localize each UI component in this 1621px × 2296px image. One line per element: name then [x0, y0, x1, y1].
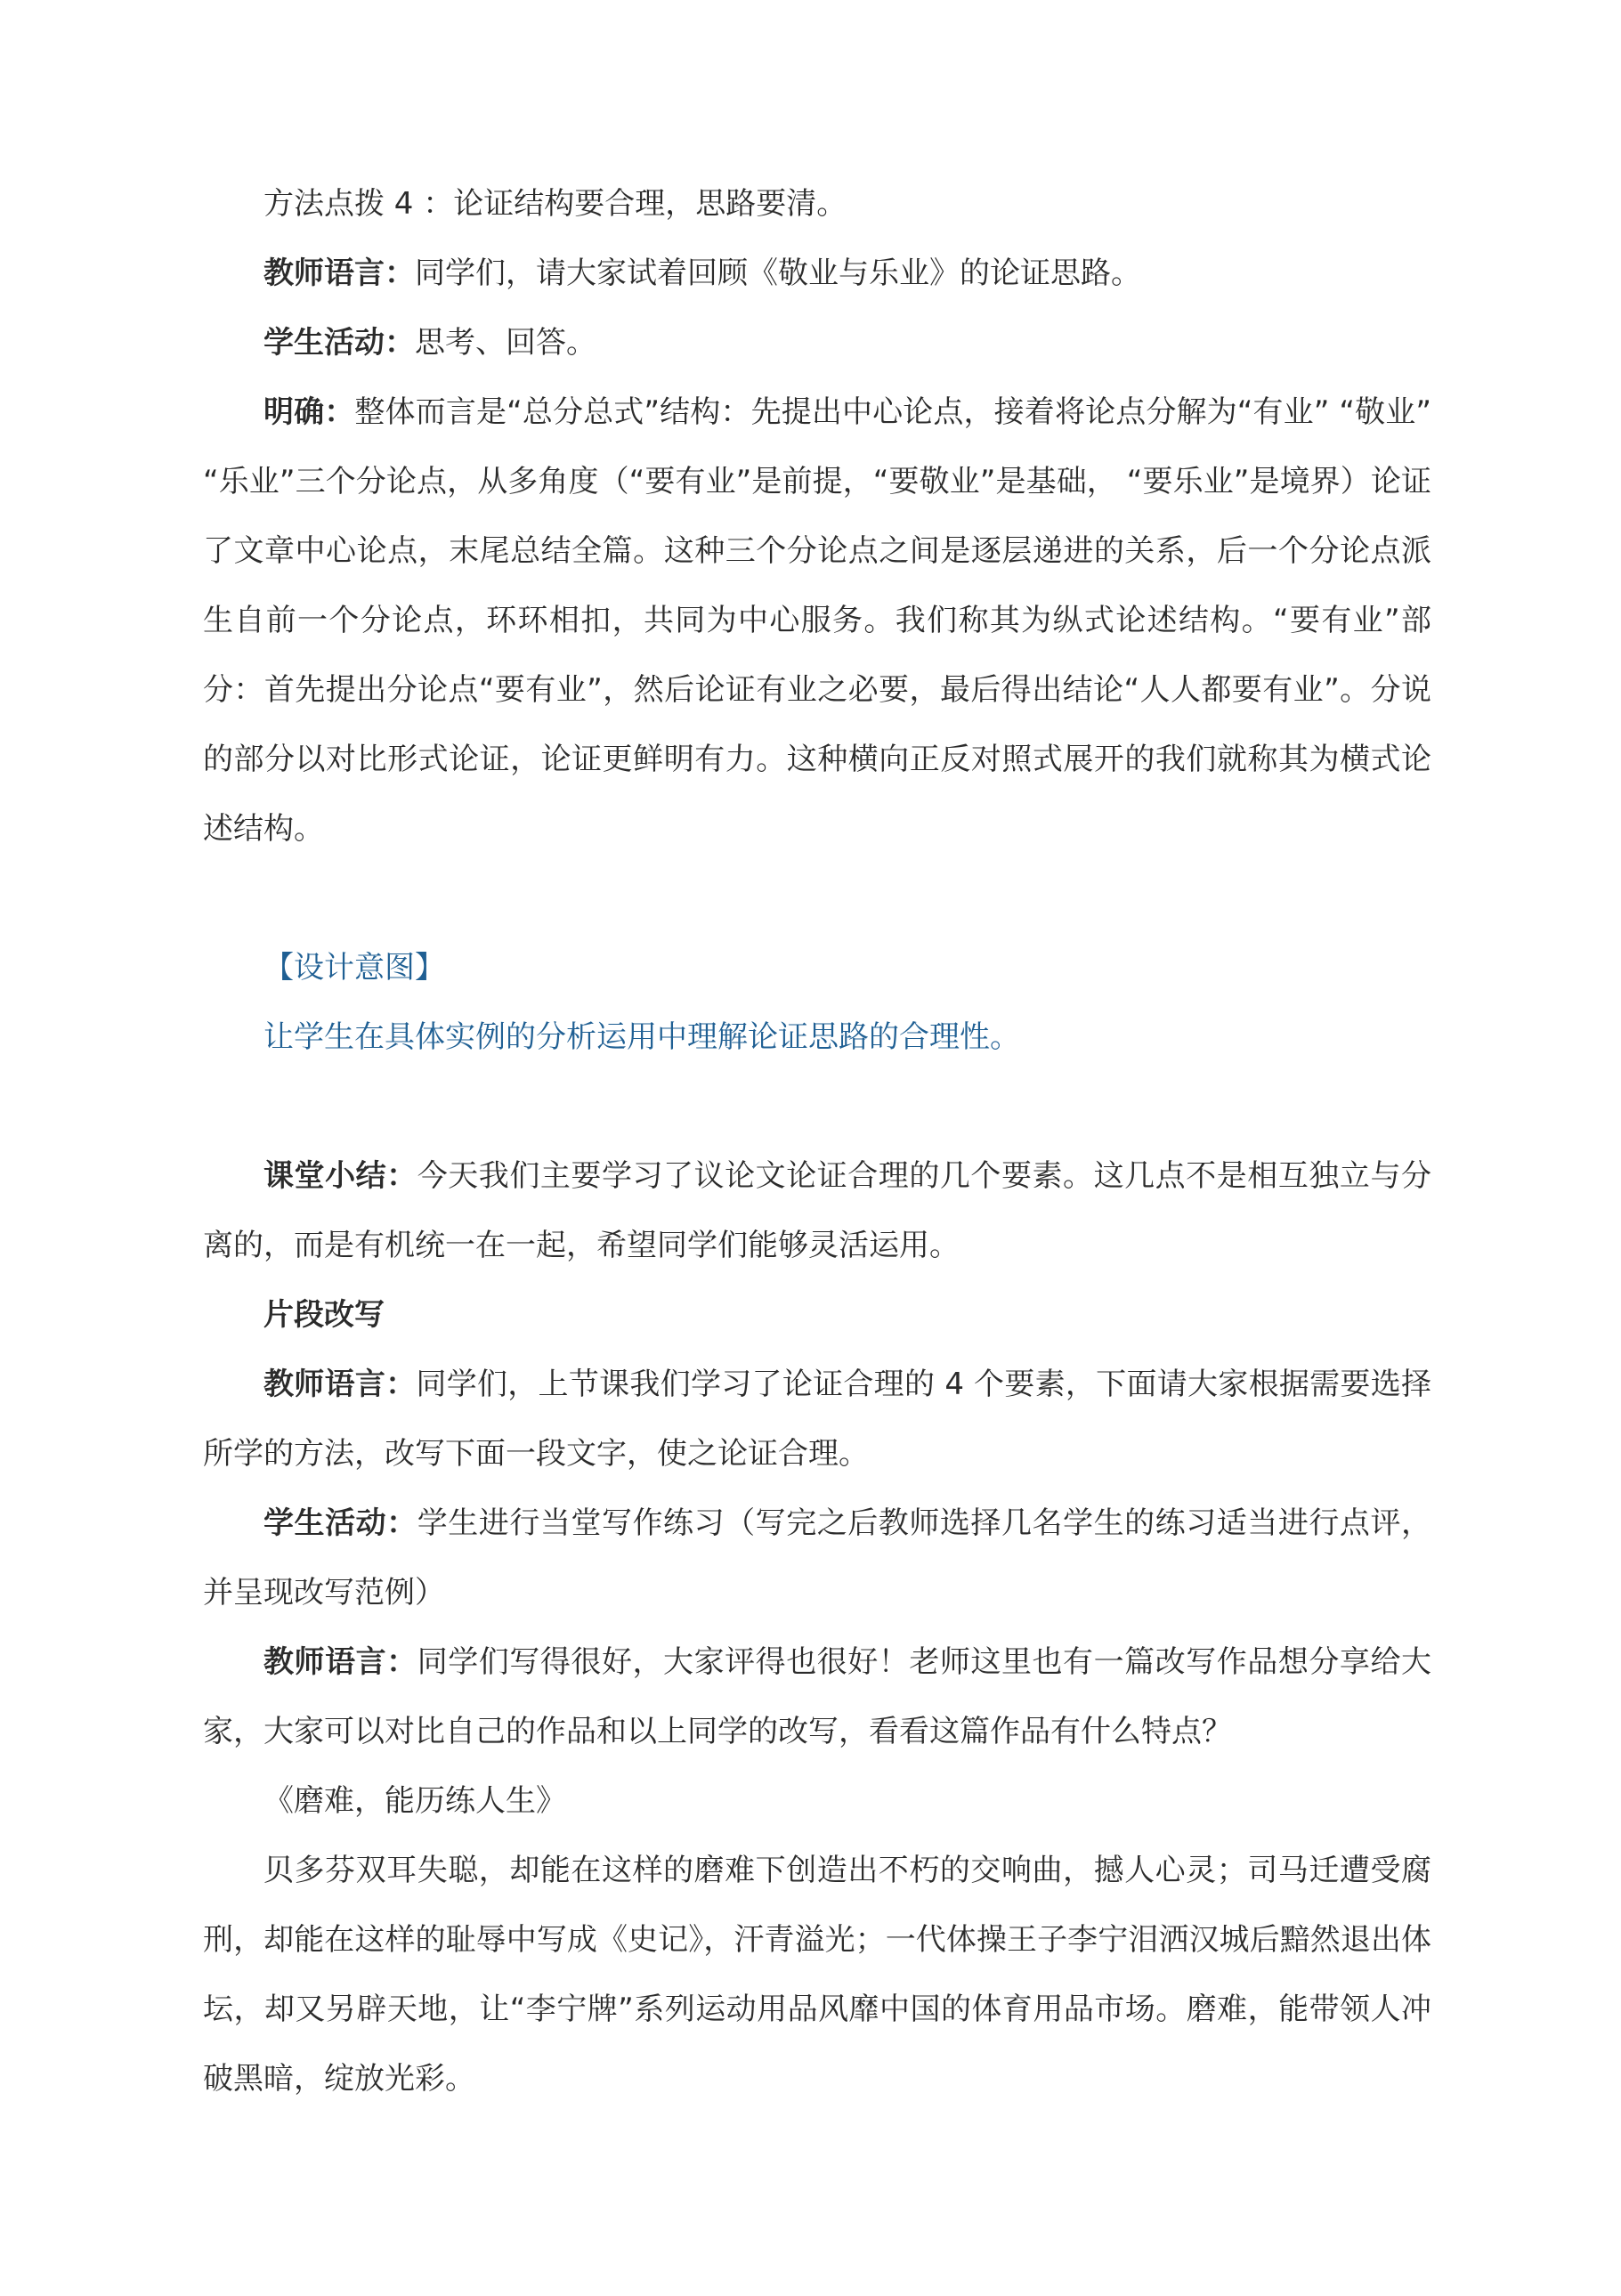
teacher-text: 同学们，上节课我们学习了论证合理的 4 个要素，下面请大家根据需要选择所学的方法，改写下面一段文字，使之论证合理。 [203, 1367, 1432, 1472]
clarify-paragraph [203, 377, 1431, 864]
student-text: 思考、回答。 [415, 325, 596, 361]
teacher-label: 教师语言： [263, 1644, 417, 1680]
student-activity-1 [203, 308, 1431, 377]
teacher-speech-1 [203, 239, 1431, 308]
teacher-speech-3 [203, 1627, 1431, 1766]
teacher-label: 教师语言： [263, 1367, 417, 1402]
teacher-text: 同学们写得很好，大家评得也很好！老师这里也有一篇改写作品想分享给大家，大家可以对比自己的作品和以上同学的改写，看看这篇作品有什么特点？ [203, 1644, 1431, 1749]
essay-title: 《磨难，能历练人生》 [263, 1783, 566, 1819]
teacher-speech-2 [203, 1350, 1431, 1489]
student-text: 学生进行当堂写作练习（写完之后教师选择几名学生的练习适当进行点评，并呈现改写范例） [203, 1505, 1431, 1610]
essay-body: 贝多芬双耳失聪，却能在这样的磨难下创造出不朽的交响曲，撼人心灵；司马迁遭受腐刑，却能在这样的耻辱中写成《史记》，汗青溢光；一代体操王子李宁泪洒汉城后黯然退出体坛，却又另辟天地，让“李宁牌”系列运动用品风靡中国的体育用品市场。磨难，能带领人冲破黑暗，绽放光彩。 [203, 1853, 1431, 2097]
student-activity-2 [203, 1489, 1431, 1627]
student-label: 学生活动： [263, 1505, 417, 1541]
teacher-label: 教师语言： [263, 256, 415, 291]
design-intent-title: 【设计意图】 [263, 950, 445, 986]
class-summary [203, 1141, 1431, 1280]
method-tip: 方法点拨 4 ：论证结构要合理，思路要清。 [263, 186, 847, 222]
rewrite-heading: 片段改写 [263, 1297, 385, 1333]
clarify-text: 整体而言是“总分总式”结构：先提出中心论点，接着将论点分解为“有业” “敬业” “乐业”三个分论点，从多角度（“要有业”是前提，“要敬业”是基础， “要乐业”是境界）论证了文章中心论点，末尾总结全篇。这种三个分论点之间是逐层递进的关系，后一个分论点派生自前一个分论点，环环相扣，共同为中心服务。我们称其为纵式论述结构。“要有业”部分：首先提出分论点“要有业”，然后论证有业之必要，最后得出结论“人人都要有业”。分说的部分以对比形式论证，论证更鲜明有力。这种横向正反对照式展开的我们就称其为横式论述结构。 [203, 394, 1431, 847]
student-label: 学生活动： [263, 325, 415, 361]
teacher-text: 同学们，请大家试着回顾《敬业与乐业》的论证思路。 [415, 256, 1141, 291]
summary-label: 课堂小结： [263, 1158, 417, 1194]
clarify-label: 明确： [263, 394, 355, 430]
design-intent-text: 让学生在具体实例的分析运用中理解论证思路的合理性。 [263, 1019, 1020, 1055]
summary-text: 今天我们主要学习了议论文论证合理的几个要素。这几点不是相互独立与分离的，而是有机统一在一起，希望同学们能够灵活运用。 [203, 1158, 1431, 1263]
